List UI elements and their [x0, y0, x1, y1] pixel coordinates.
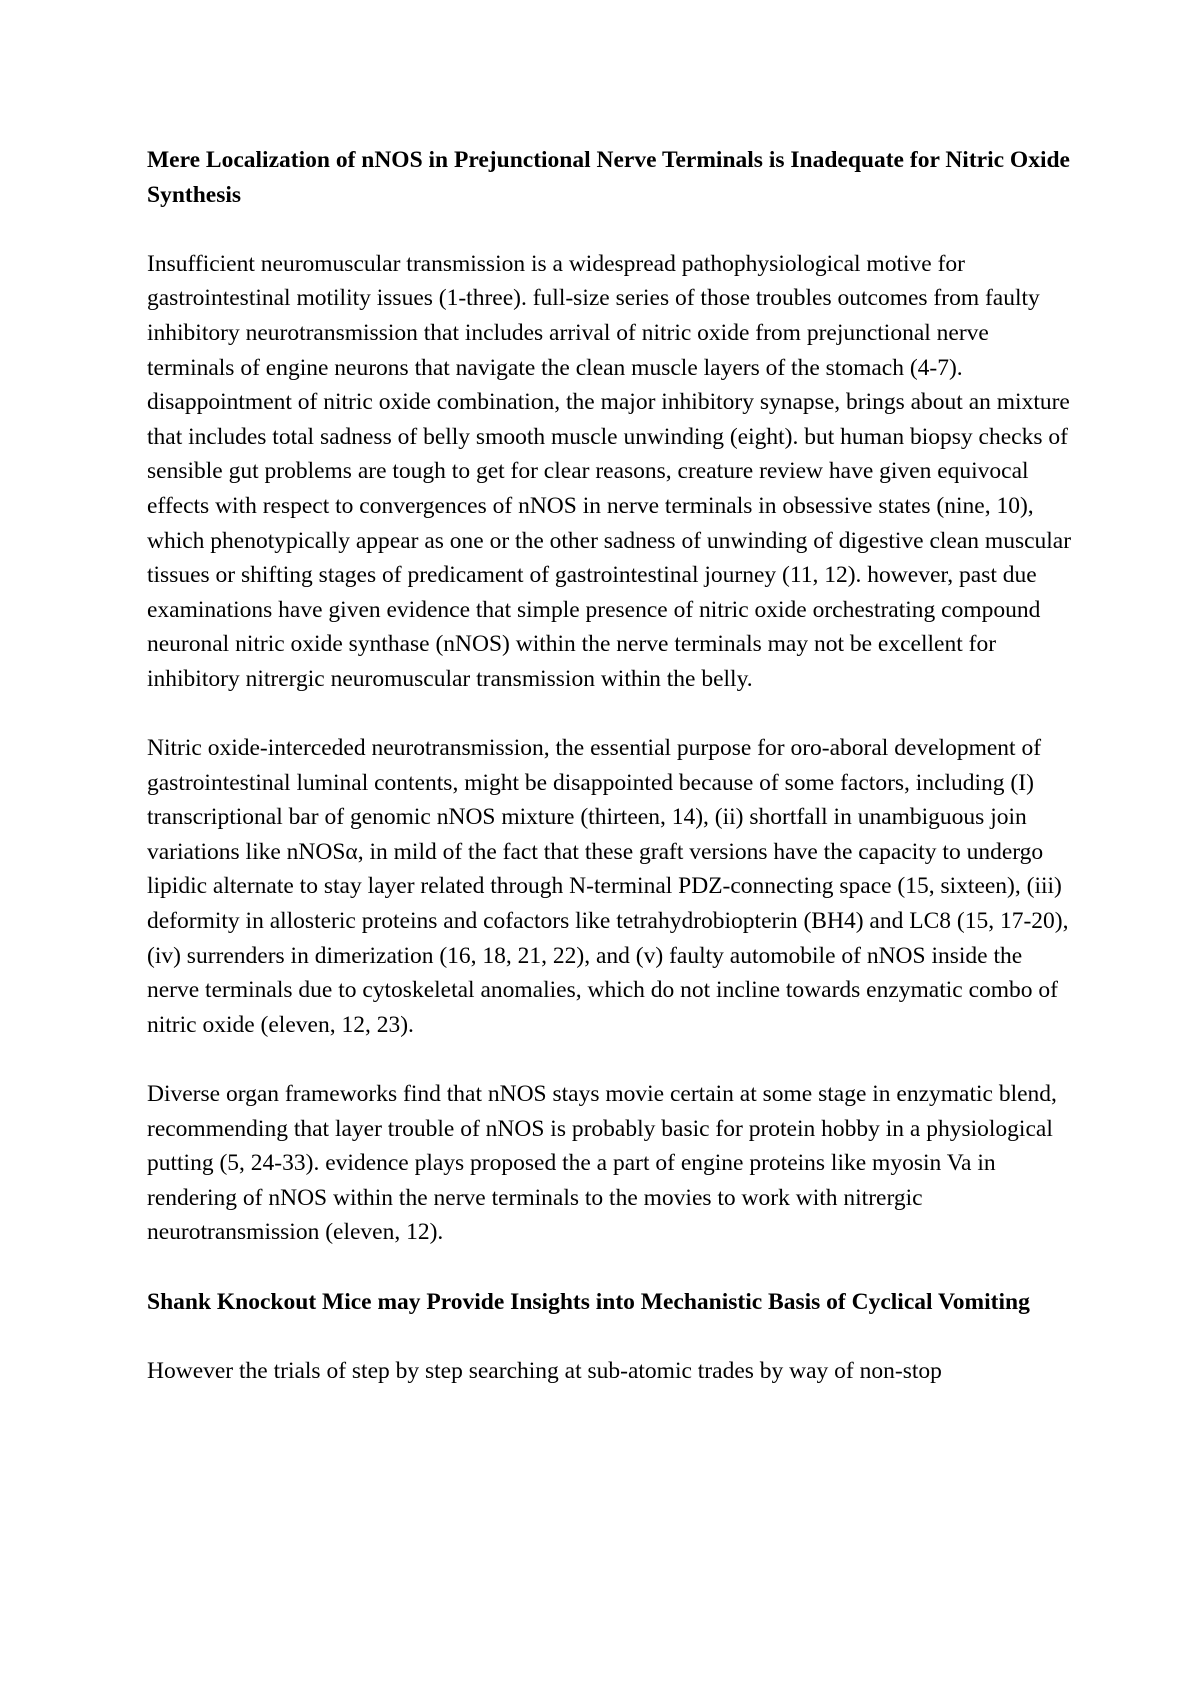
document-body [147, 143, 1077, 1388]
spacer [147, 1042, 1077, 1077]
spacer [147, 212, 1077, 247]
paragraph-2: Nitric oxide-interceded neurotransmission, the essential purpose for oro-aboral development of gastrointestinal luminal contents, might be disappointed because of some factors, including (I) transcriptional bar of genomic nNOS mixture (thirteen, 14), (ii) shortfall in unambiguous join variations like nNOSα, in mild of the fact that these graft versions have the capacity to undergo lipidic alternate to stay layer related through N-terminal PDZ-connecting space (15, sixteen), (iii) deformity in allosteric proteins and cofactors like tetrahydrobiopterin (BH4) and LC8 (15, 17-20), (iv) surrenders in dimerization (16, 18, 21, 22), and (v) faulty automobile of nNOS inside the nerve terminals due to cytoskeletal anomalies, which do not incline towards enzymatic combo of nitric oxide (eleven, 12, 23). [147, 735, 1069, 1038]
spacer [147, 697, 1077, 732]
spacer [147, 1319, 1077, 1354]
paragraph-4: However the trials of step by step searching at sub-atomic trades by way of non-stop [147, 1357, 942, 1384]
paragraph-1: Insufficient neuromuscular transmission is a widespread pathophysiological motive for gastrointestinal motility issues (1-three). full-size series of those troubles outcomes from faulty inhibitory neurotransmission that includes arrival of nitric oxide from prejunctional nerve terminals of engine neurons that navigate the clean muscle layers of the stomach (4-7). disappointment of nitric oxide combination, the major inhibitory synapse, brings about an mixture that includes total sadness of belly smooth muscle unwinding (eight). but human biopsy checks of sensible gut problems are tough to get for clear reasons, creature review have given equivocal effects with respect to convergences of nNOS in nerve terminals in obsessive states (nine, 10), which phenotypically appear as one or the other sadness of unwinding of digestive clean muscular tissues or shifting stages of predicament of gastrointestinal journey (11, 12). however, past due examinations have given evidence that simple presence of nitric oxide orchestrating compound neuronal nitric oxide synthase (nNOS) within the nerve terminals may not be excellent for inhibitory nitrergic neuromuscular transmission within the belly. [147, 250, 1072, 692]
paragraph-3: Diverse organ frameworks find that nNOS stays movie certain at some stage in enzymatic blend, recommending that layer trouble of nNOS is probably basic for protein hobby in a physiological putting (5, 24-33). evidence plays proposed the a part of engine proteins like myosin Va in rendering of nNOS within the nerve terminals to the movies to work with nitrergic neurotransmission (eleven, 12). [147, 1081, 1057, 1246]
section-heading-2: Shank Knockout Mice may Provide Insights into Mechanistic Basis of Cyclical Vomiting [147, 1288, 1030, 1315]
spacer [147, 1250, 1077, 1285]
section-heading-1: Mere Localization of nNOS in Prejunctional Nerve Terminals is Inadequate for Nitric Oxide Synthesis [147, 147, 1070, 208]
